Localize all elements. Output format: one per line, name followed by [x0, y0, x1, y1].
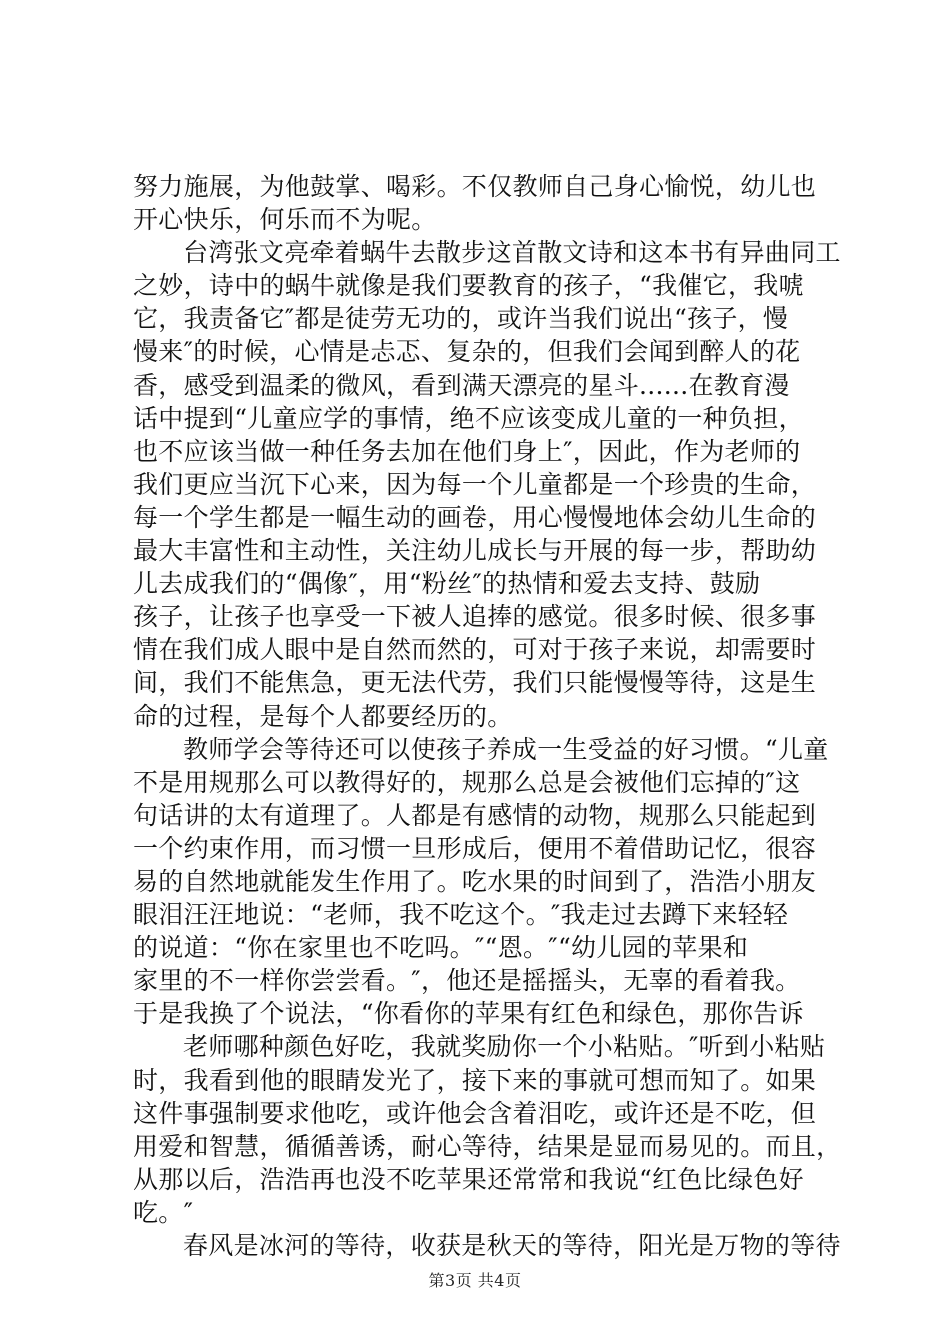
page-number-footer: 第3页 共4页 [428, 1271, 522, 1290]
text-line: 时，我看到他的眼睛发光了，接下来的事就可想而知了。如果 [133, 1065, 817, 1095]
text-line: 不是用规那么可以教得好的，规那么总是会被他们忘掉的″这 [133, 767, 801, 797]
paragraph-start-line: 教师学会等待还可以使孩子养成一生受益的好习惯。“儿童 [183, 734, 829, 764]
text-line: 易的自然地就能发生作用了。吃水果的时间到了，浩浩小朋友 [133, 866, 817, 896]
text-line: 孩子，让孩子也享受一下被人追捧的感觉。很多时候、很多事 [133, 602, 817, 632]
text-line: 儿去成我们的“偶像″，用“粉丝″的热情和爱去支持、鼓励 [133, 569, 761, 599]
text-line: 话中提到“儿童应学的事情，绝不应该变成儿童的一种负担， [133, 403, 804, 433]
text-line: 香，感受到温柔的微风，看到满天漂亮的星斗......在教育漫 [133, 370, 790, 400]
text-line: 它，我责备它″都是徒劳无功的，或许当我们说出“孩子，慢 [133, 304, 789, 334]
text-line: 间，我们不能焦急，更无法代劳，我们只能慢慢等待，这是生 [133, 668, 817, 698]
text-line: 慢来″的时候，心情是忐忑、复杂的，但我们会闻到醉人的花 [133, 337, 801, 367]
text-line: 我们更应当沉下心来，因为每一个儿童都是一个珍贵的生命， [133, 469, 817, 499]
text-line: 用爱和智慧，循循善诱，耐心等待，结果是显而易见的。而且， [133, 1131, 842, 1161]
text-line: 家里的不一样你尝尝看。″，他还是摇摇头，无辜的看着我。 [133, 966, 801, 996]
text-line: 一个约束作用，而习惯一旦形成后，便用不着借助记忆，很容 [133, 833, 817, 863]
text-line: 之妙，诗中的蜗牛就像是我们要教育的孩子，“我催它，我唬 [133, 271, 804, 301]
text-line: 的说道：“你在家里也不吃吗。″“恩。″“幼儿园的苹果和 [133, 933, 749, 963]
text-line: 从那以后，浩浩再也没不吃苹果还常常和我说“红色比绿色好 [133, 1164, 804, 1194]
text-line: 这件事强制要求他吃，或许他会含着泪吃，或许还是不吃，但 [133, 1098, 817, 1128]
text-line: 也不应该当做一种任务去加在他们身上″，因此，作为老师的 [133, 436, 801, 466]
text-line: 句话讲的太有道理了。人都是有感情的动物，规那么只能起到 [133, 800, 817, 830]
text-line: 眼泪汪汪地说：“老师，我不吃这个。″我走过去蹲下来轻轻 [133, 900, 789, 930]
body-text [133, 170, 842, 1262]
paragraph-start-line: 台湾张文亮牵着蜗牛去散步这首散文诗和这本书有异曲同工 [183, 238, 841, 268]
text-line: 情在我们成人眼中是自然而然的，可对于孩子来说，却需要时 [133, 635, 817, 665]
text-line: 最大丰富性和主动性，关注幼儿成长与开展的每一步，帮助幼 [133, 536, 817, 566]
text-line: 命的过程，是每个人都要经历的。 [133, 701, 513, 731]
text-line: 开心快乐，何乐而不为呢。 [133, 205, 437, 235]
text-line: 努力施展，为他鼓掌、喝彩。不仅教师自己身心愉悦，幼儿也 [133, 172, 817, 201]
text-line: 每一个学生都是一幅生动的画卷，用心慢慢地体会幼儿生命的 [133, 502, 817, 532]
paragraph-start-line: 春风是冰河的等待，收获是秋天的等待，阳光是万物的等待 [183, 1231, 841, 1260]
paragraph-start-line: 老师哪种颜色好吃，我就奖励你一个小粘贴。″听到小粘贴 [183, 1032, 826, 1062]
text-line: 吃。″ [133, 1197, 194, 1227]
text-line: 于是我换了个说法，“你看你的苹果有红色和绿色，那你告诉 [133, 999, 804, 1029]
